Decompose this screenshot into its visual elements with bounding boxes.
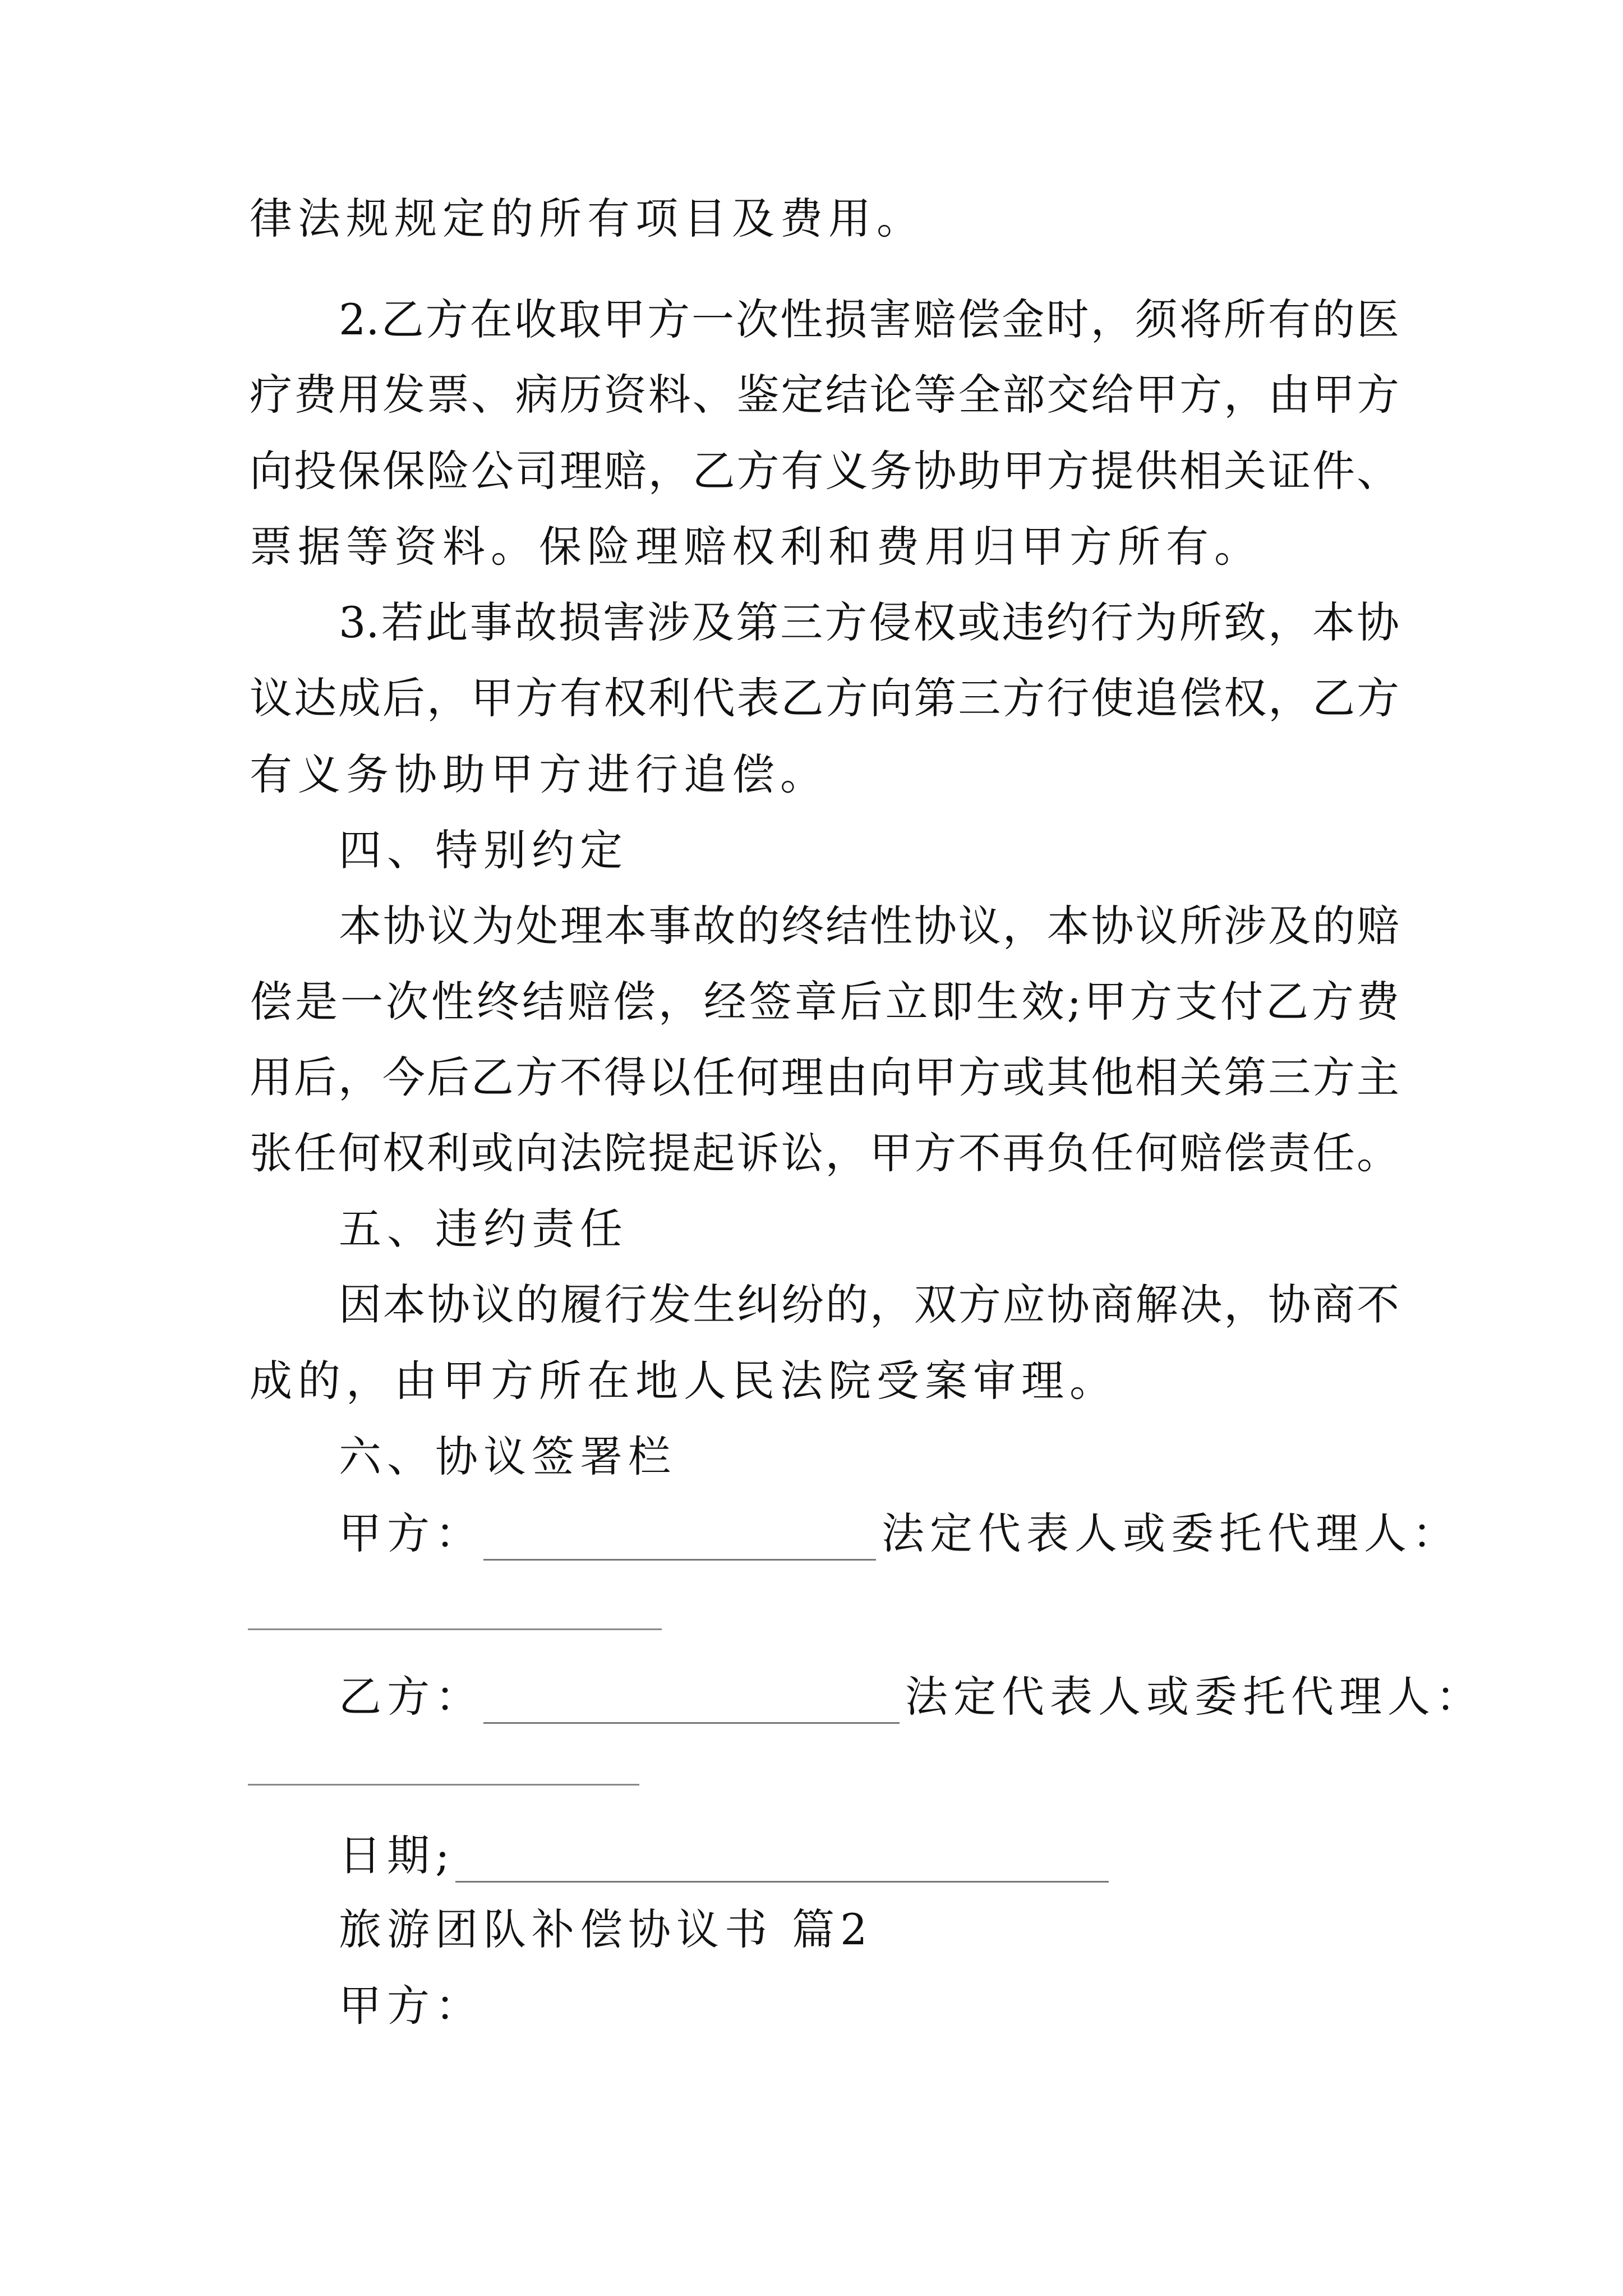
next-section-title: 旅游团队补偿协议书 篇2	[339, 1904, 873, 1954]
paragraph-line: 张任何权利或向法院提起诉讼，甲方不再负任何赔偿责任。	[250, 1128, 1399, 1178]
party-b-rep-label: 法定代表人或委托代理人：	[905, 1672, 1484, 1722]
paragraph-line: 因本协议的履行发生纠纷的，双方应协商解决，协商不	[339, 1280, 1399, 1329]
section-heading: 五、违约责任	[339, 1204, 628, 1254]
paragraph-line: 律法规规定的所有项目及费用。	[250, 194, 925, 243]
paragraph-line: 2.乙方在收取甲方一次性损害赔偿金时，须将所有的医	[339, 295, 1399, 344]
paragraph-line: 票据等资料。保险理赔权利和费用归甲方所有。	[250, 522, 1262, 572]
section-heading: 四、特别约定	[339, 825, 628, 875]
party-a-blank[interactable]	[483, 1517, 876, 1561]
date-label: 日期;	[339, 1830, 455, 1880]
paragraph-line: 偿是一次性终结赔偿，经签章后立即生效;甲方支付乙方费	[250, 977, 1399, 1027]
paragraph-line: 向投保保险公司理赔，乙方有义务协助甲方提供相关证件、	[250, 446, 1399, 496]
party-b-blank[interactable]	[483, 1681, 900, 1724]
paragraph-line: 成的，由甲方所在地人民法院受案审理。	[250, 1356, 1118, 1406]
party-b-label: 乙方：	[339, 1672, 483, 1722]
date-blank[interactable]	[455, 1839, 1109, 1883]
party-a-rep-label: 法定代表人或委托代理人：	[882, 1508, 1460, 1558]
paragraph-line: 有义务协助甲方进行追偿。	[250, 749, 828, 799]
party-b-rep-blank[interactable]	[248, 1784, 639, 1786]
section-heading: 六、协议签署栏	[339, 1432, 676, 1481]
party-a-label: 甲方：	[339, 1508, 483, 1558]
party-b-signature-row	[339, 1670, 1484, 1724]
paragraph-line: 3.若此事故损害涉及第三方侵权或违约行为所致，本协	[339, 597, 1399, 647]
paragraph-line: 疗费用发票、病历资料、鉴定结论等全部交给甲方，由甲方	[250, 370, 1399, 420]
party-a-signature-row	[339, 1507, 1460, 1561]
paragraph-line: 用后，今后乙方不得以任何理由向甲方或其他相关第三方主	[250, 1052, 1399, 1102]
paragraph-line: 本协议为处理本事故的终结性协议，本协议所涉及的赔	[339, 901, 1399, 951]
party-a-rep-blank[interactable]	[248, 1628, 662, 1630]
paragraph-line: 议达成后，甲方有权利代表乙方向第三方行使追偿权，乙方	[250, 673, 1399, 723]
date-row	[339, 1829, 1109, 1883]
next-section-party-a-label: 甲方：	[339, 1981, 483, 2031]
